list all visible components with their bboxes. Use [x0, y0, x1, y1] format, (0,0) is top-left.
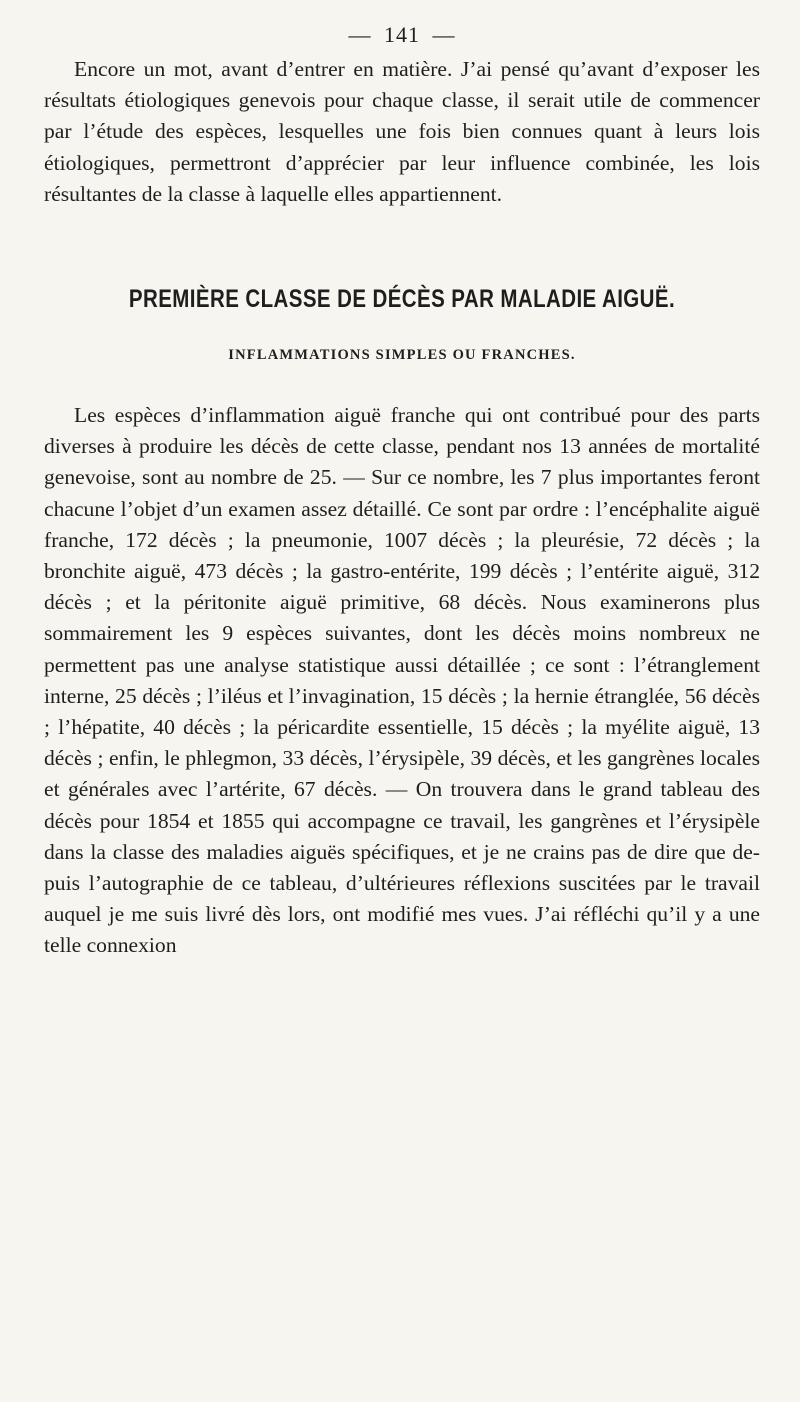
body-paragraph: Les espèces d’inflammation aiguë franche qui ont contribué pour des parts diverses à produire les décès de cette classe, pendant nos 13 années de mortalité genevoise, sont au nombre de 25. — Sur ce nombre, les 7 plus importantes feront chacune l’objet d’un examen assez détaillé. Ce sont par ordre : l’encéphalite aiguë franche, 172 décès ; la pneumonie, 1007 décès ; la pleurésie, 72 décès ; la bronchite aiguë, 473 décès ; la gastro-entérite, 199 décès ; l’entérite aiguë, 312 décès ; et la péritonite aiguë primitive, 68 décès. Nous examinerons plus sommairement les 9 espèces suivantes, dont les décès moins nombreux ne permettent pas une analyse statistique aussi détaillée ; ce sont : l’étranglement interne, 25 décès ; l’iléus et l’invagination, 15 décès ; la hernie étranglée, 56 décès ; l’hépatite, 40 décès ; la péricardite essentielle, 15 décès ; la myélite aiguë, 13 décès ; enfin, le phlegmon, 33 décès, l’érysipèle, 39 décès, et les gangrènes locales et générales avec l’artérite, 67 décès. — On trouvera dans le grand tableau des décès pour 1854 et 1855 qui accompagne ce travail, les gangrènes et l’érysipèle dans la classe des maladies aiguës spécifiques, et je ne crains pas de dire que depuis l’autographie de ce tableau, d’ultérieures réflexions suscitées par le travail auquel je me suis livré dès lors, ont modifié mes vues. J’ai réfléchi qu’il y a une telle connexion — [44, 403, 760, 958]
section-subtitle: INFLAMMATIONS SIMPLES OU FRANCHES. — [228, 347, 576, 364]
page-number: — 141 — — [348, 22, 456, 47]
document-page — [44, 14, 760, 1384]
intro-paragraph: Encore un mot, avant d’entrer en matière. J’ai pensé qu’avant d’exposer les résultats étiologiques genevois pour chaque classe, il serait utile de commencer par l’étude des espèces, lesquelles une fois bien connues quant à leurs lois étiologiques, permettront d’apprécier par leur influence combinée, les lois résultantes de la classe à laquelle elles appartiennent. — [44, 57, 760, 206]
section-title: PREMIÈRE CLASSE DE DÉCÈS PAR MALADIE AIGUË. — [128, 285, 676, 314]
